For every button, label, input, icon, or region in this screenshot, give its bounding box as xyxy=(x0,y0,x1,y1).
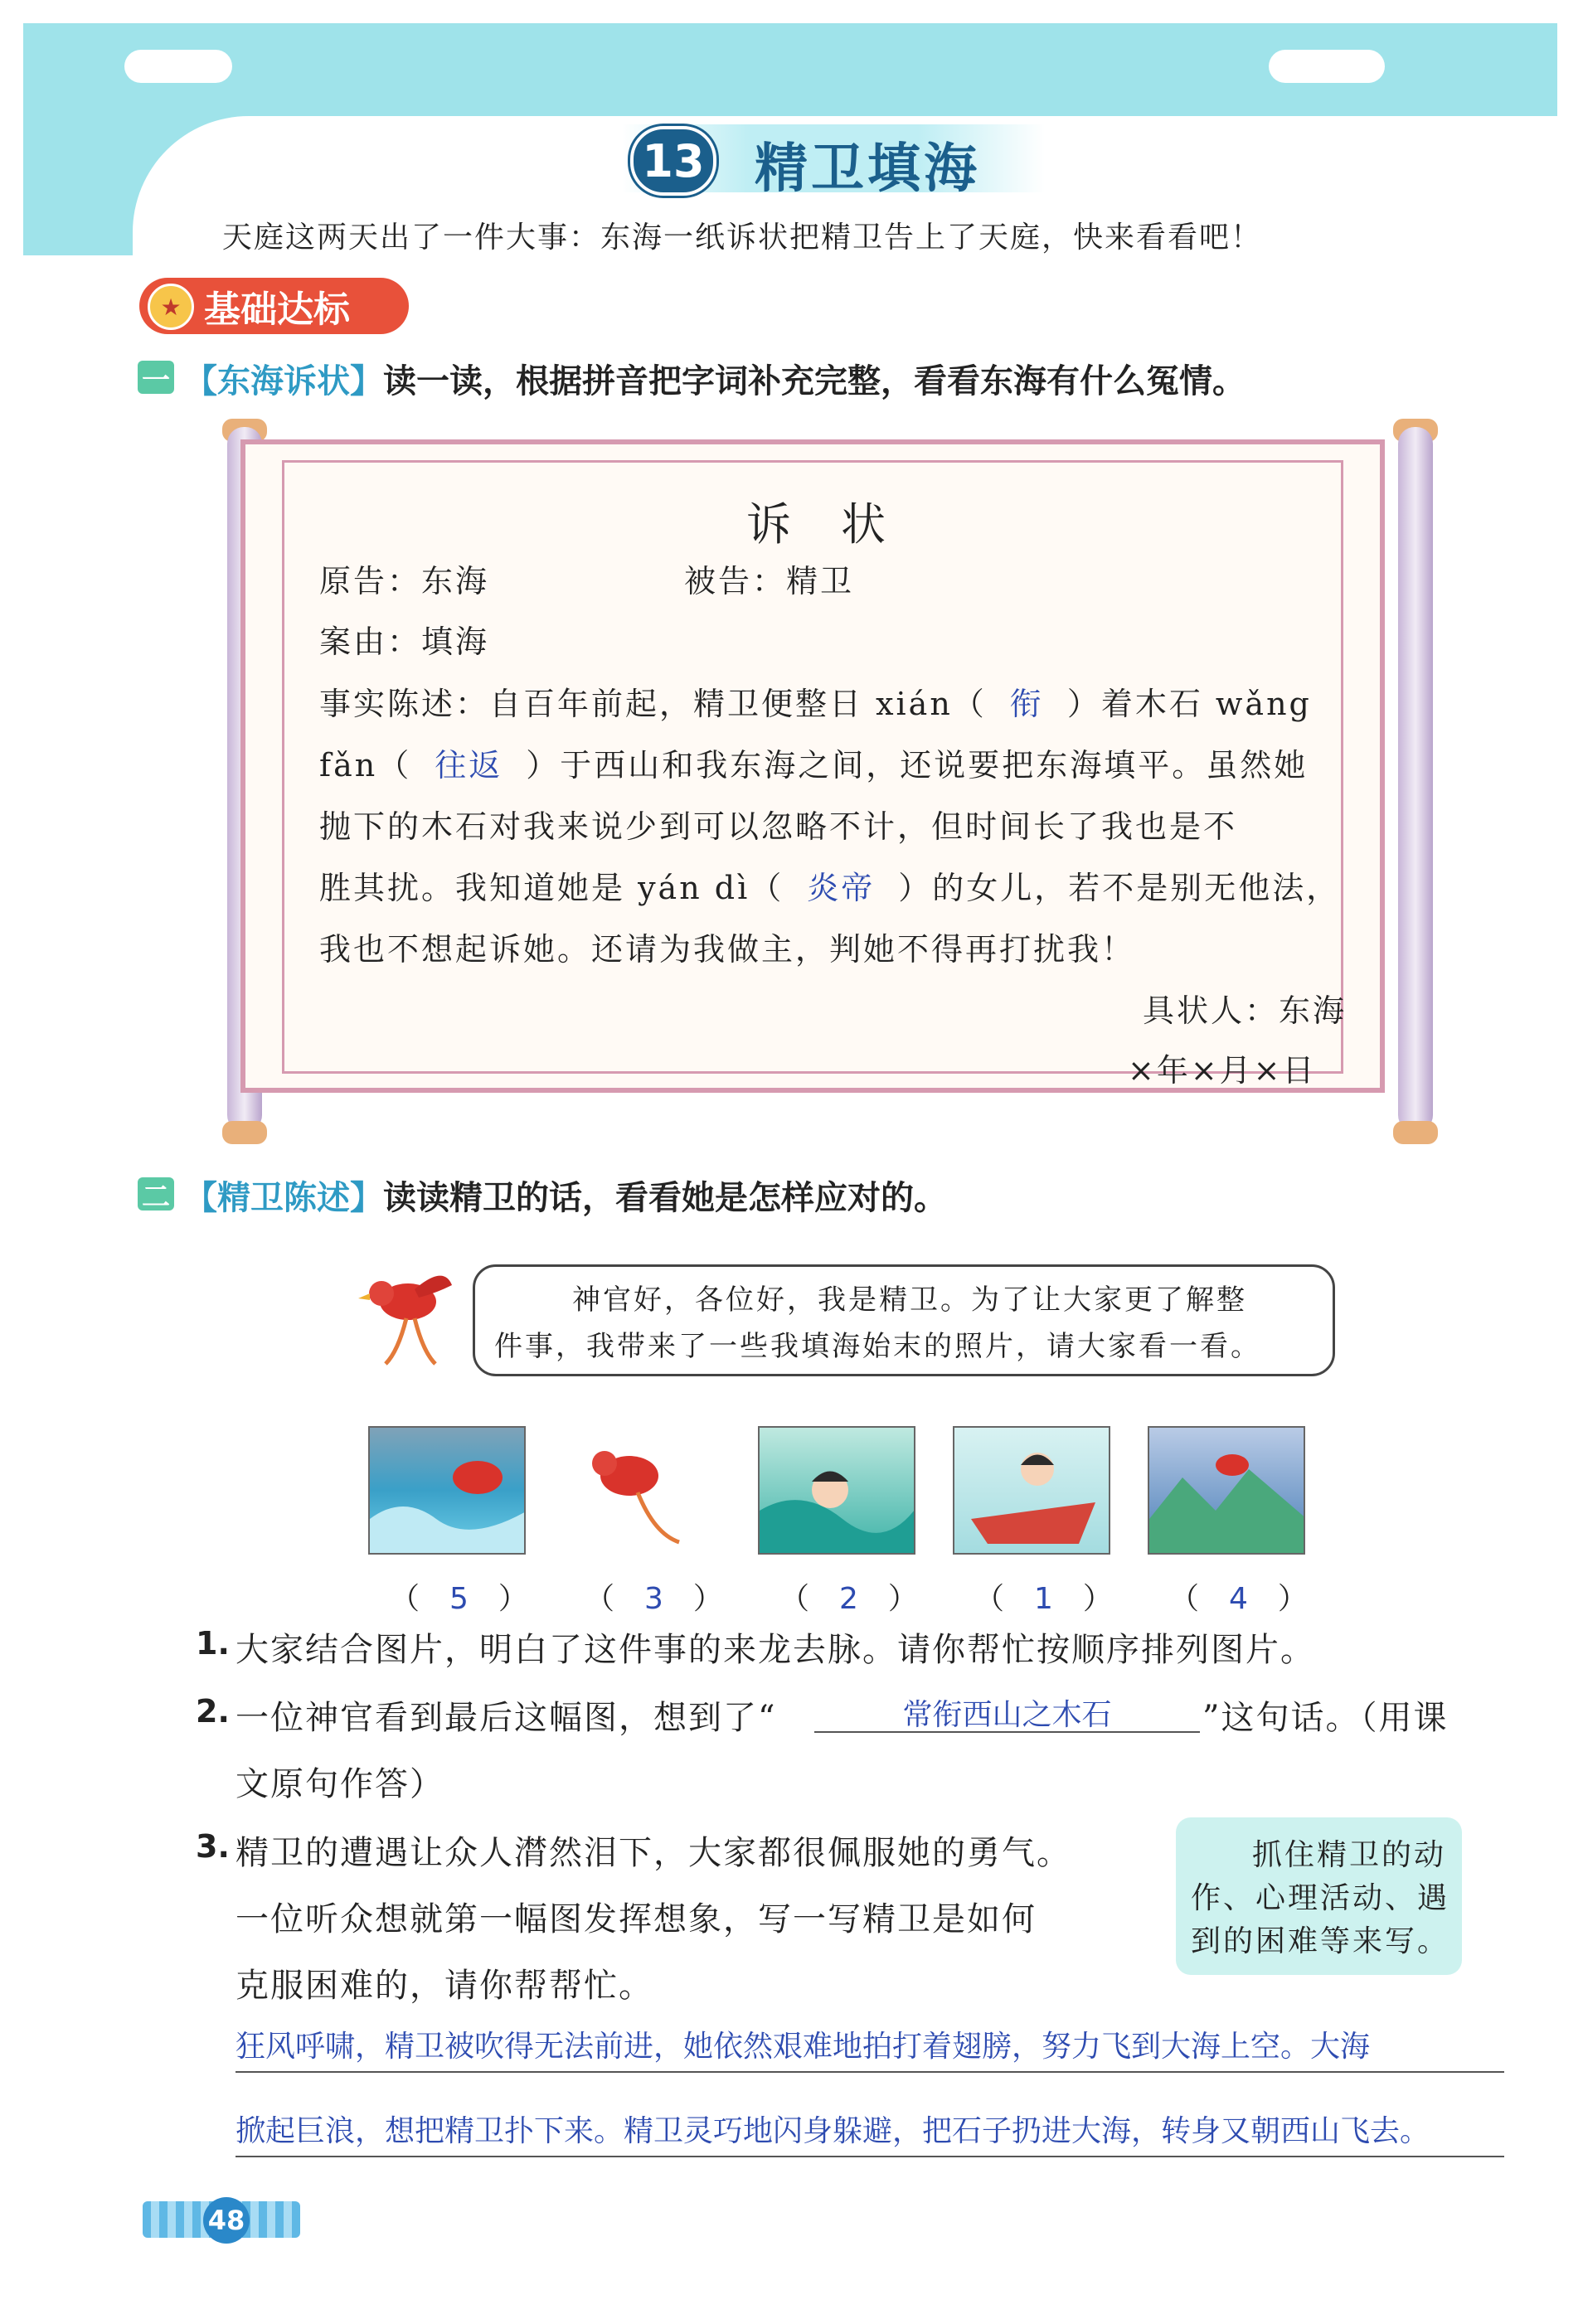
question-1-tag: 【东海诉状】 xyxy=(184,362,383,400)
complaint-line-5: 我也不想起诉她。还请为我做主，判她不得再打扰我！ xyxy=(319,931,1136,968)
subquestion-3-line-1: 精卫的遭遇让众人潸然泪下，大家都很佩服她的勇气。 xyxy=(236,1834,1071,1872)
complaint-line-2 xyxy=(319,740,1308,785)
complaint-date: ×年×月×日 xyxy=(1128,1052,1317,1089)
complaint-title: 诉 状 xyxy=(746,498,888,551)
subquestion-1-number: 1. xyxy=(196,1625,230,1662)
answer-yandi: 炎帝 xyxy=(807,870,876,906)
picture-3-girl-drowning xyxy=(758,1426,915,1555)
subquestion-2-text-a: 一位神官看到最后这幅图，想到了“ xyxy=(236,1699,777,1737)
section-badge: 基础达标 xyxy=(139,278,409,334)
picture-4-girl-boat xyxy=(953,1426,1110,1555)
speech-line-1: 神官好，各位好，我是精卫。为了让大家更了解整 xyxy=(572,1283,1247,1317)
jingwei-bird-icon xyxy=(357,1260,456,1368)
order-paren-4: （ 1 ） xyxy=(974,1582,1113,1616)
hint-line-2: 作、心理活动、遇 xyxy=(1191,1881,1450,1915)
order-paren-1: （ 5 ） xyxy=(390,1582,528,1616)
subquestion-2-answer-text: 常衔西山之木石 xyxy=(902,1698,1112,1732)
writing-answer-line-2 xyxy=(236,2108,1504,2157)
complaint-text: fǎn（ xyxy=(319,747,412,784)
complaint-plaintiff: 原告：东海 xyxy=(319,563,490,599)
complaint-text: ）于西山和我东海之间，还说要把东海填平。虽然她 xyxy=(526,747,1309,784)
picture-2-bird xyxy=(563,1426,721,1555)
question-mark-1: 一 xyxy=(138,361,174,394)
order-answer-4: 1 xyxy=(1034,1582,1053,1616)
subquestion-2-text-b: ”这句话。（用课 xyxy=(1202,1699,1449,1737)
writing-answer-text-1: 狂风呼啸，精卫被吹得无法前进，她依然艰难地拍打着翅膀，努力飞到大海上空。大海 xyxy=(236,2030,1371,2064)
answer-wangfan: 往返 xyxy=(435,747,503,784)
scroll-roller-cap xyxy=(222,1121,267,1144)
complaint-signer: 具状人：东海 xyxy=(1143,992,1347,1029)
scroll-roller-cap xyxy=(1393,1121,1438,1144)
question-1-heading xyxy=(184,355,1246,402)
order-paren-3: （ 2 ） xyxy=(779,1582,918,1616)
medal-icon: ★ xyxy=(148,284,194,330)
subquestion-2-answer xyxy=(814,1691,1200,1733)
page-number: 48 xyxy=(203,2197,250,2244)
complaint-text: ）的女儿，若不是别无他法， xyxy=(898,870,1341,906)
subquestion-2-number: 2. xyxy=(196,1693,230,1730)
writing-answer-line-1 xyxy=(236,2023,1504,2073)
picture-1-bird-storm xyxy=(368,1426,526,1555)
complaint-line-3: 抛下的木石对我来说少到可以忽略不计，但时间长了我也是不 xyxy=(319,808,1238,845)
order-answer-1: 5 xyxy=(449,1582,469,1616)
answer-xian: 衔 xyxy=(1009,686,1044,722)
subquestion-1-text: 大家结合图片，明白了这件事的来龙去脉。请你帮忙按顺序排列图片。 xyxy=(236,1631,1315,1669)
hint-line-3: 到的困难等来写。 xyxy=(1191,1924,1450,1958)
subquestion-3-line-3: 克服困难的，请你帮帮忙。 xyxy=(236,1967,653,2005)
subquestion-3-number: 3. xyxy=(196,1828,230,1865)
order-answer-3: 2 xyxy=(839,1582,858,1616)
complaint-text: 胜其扰。我知道她是 yán dì（ xyxy=(319,870,784,906)
question-2-heading xyxy=(184,1172,947,1219)
order-paren-2: （ 3 ） xyxy=(585,1582,723,1616)
question-mark-2: 二 xyxy=(138,1177,174,1211)
lesson-number: 13 xyxy=(630,126,716,196)
question-2-tag: 【精卫陈述】 xyxy=(184,1179,383,1217)
subquestion-3-line-2: 一位听众想就第一幅图发挥想象，写一写精卫是如何 xyxy=(236,1900,1037,1938)
speech-line-2: 件事，我带来了一些我填海始末的照片，请大家看一看。 xyxy=(494,1330,1261,1363)
order-answer-2: 3 xyxy=(644,1582,663,1616)
complaint-text: ）着木石 wǎng xyxy=(1066,686,1312,722)
lesson-title: 精卫填海 xyxy=(755,138,980,200)
complaint-line-1 xyxy=(319,678,1312,724)
scroll-roller-right xyxy=(1398,427,1433,1132)
order-paren-5: （ 4 ） xyxy=(1169,1582,1308,1616)
cloud-decoration xyxy=(124,50,232,83)
complaint-line-4 xyxy=(319,862,1340,908)
intro-text: 天庭这两天出了一件大事：东海一纸诉状把精卫告上了天庭，快来看看吧！ xyxy=(222,221,1263,255)
hint-line-1: 抓住精卫的动 xyxy=(1252,1838,1447,1872)
complaint-text: 事实陈述：自百年前起，精卫便整日 xián（ xyxy=(319,686,987,722)
order-answer-5: 4 xyxy=(1229,1582,1248,1616)
picture-5-bird-mountain xyxy=(1148,1426,1305,1555)
question-2-instruction: 读读精卫的话，看看她是怎样应对的。 xyxy=(383,1179,947,1217)
subquestion-2-text-c: 文原句作答） xyxy=(236,1765,444,1803)
writing-answer-text-2: 掀起巨浪，想把精卫扑下来。精卫灵巧地闪身躲避，把石子扔进大海，转身又朝西山飞去。 xyxy=(236,2114,1430,2148)
question-1-instruction: 读一读，根据拼音把字词补充完整，看看东海有什么冤情。 xyxy=(383,362,1246,400)
cloud-decoration xyxy=(1269,50,1385,83)
complaint-defendant: 被告：精卫 xyxy=(684,563,855,599)
complaint-cause: 案由：填海 xyxy=(319,623,490,660)
